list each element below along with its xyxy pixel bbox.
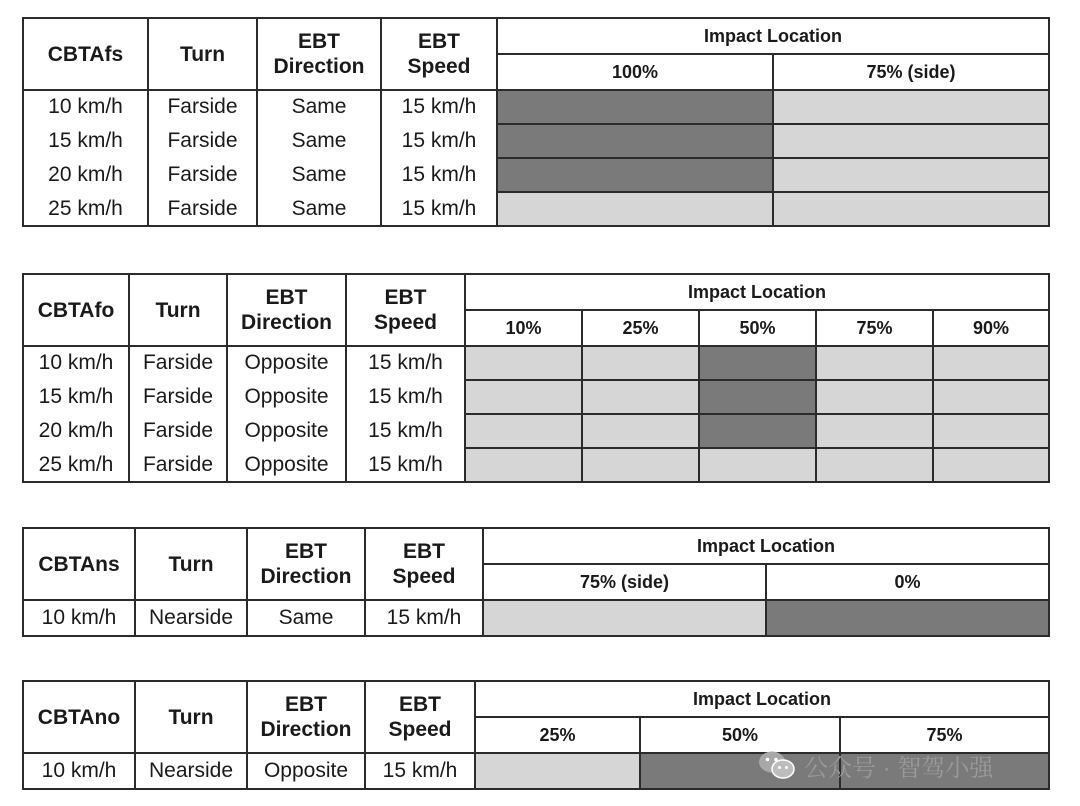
- impact-cell: [465, 448, 582, 482]
- direction-cell: Opposite: [227, 414, 346, 448]
- turn-header: Turn: [135, 528, 247, 600]
- impact-cell: [483, 600, 766, 636]
- ebt-direction-header: EBT Direction: [227, 274, 346, 346]
- impact-cell: [933, 414, 1049, 448]
- turn-cell: Nearside: [135, 600, 247, 636]
- speed-cell: 15 km/h: [23, 380, 129, 414]
- speed-cell: 20 km/h: [23, 158, 148, 192]
- direction-cell: Same: [257, 192, 381, 226]
- turn-cell: Farside: [129, 346, 227, 380]
- location-header: 50%: [699, 310, 816, 346]
- turn-cell: Farside: [148, 124, 257, 158]
- watermark-text: 公众号 · 智驾小强: [804, 754, 994, 782]
- turn-cell: Farside: [129, 414, 227, 448]
- impact-cell: [766, 600, 1049, 636]
- impact-cell: [773, 192, 1049, 226]
- ebt-speed-cell: 15 km/h: [365, 600, 483, 636]
- impact-cell: [465, 414, 582, 448]
- direction-cell: Same: [257, 90, 381, 124]
- impact-cell: [773, 124, 1049, 158]
- table-cbtafo: [22, 273, 1050, 483]
- direction-cell: Opposite: [227, 346, 346, 380]
- impact-cell: [816, 380, 933, 414]
- turn-cell: Farside: [148, 90, 257, 124]
- location-header: 75% (side): [773, 54, 1049, 90]
- location-header: 25%: [582, 310, 699, 346]
- location-header: 90%: [933, 310, 1049, 346]
- impact-cell: [497, 158, 773, 192]
- impact-cell: [465, 346, 582, 380]
- test-name-header: CBTAno: [23, 681, 135, 753]
- speed-cell: 10 km/h: [23, 90, 148, 124]
- location-header: 50%: [640, 717, 840, 753]
- impact-cell: [773, 158, 1049, 192]
- ebt-speed-header: EBT Speed: [365, 528, 483, 600]
- ebt-speed-header: EBT Speed: [346, 274, 465, 346]
- impact-cell: [465, 380, 582, 414]
- speed-cell: 10 km/h: [23, 753, 135, 789]
- impact-cell: [475, 753, 640, 789]
- impact-cell: [497, 90, 773, 124]
- turn-header: Turn: [129, 274, 227, 346]
- speed-cell: 25 km/h: [23, 448, 129, 482]
- ebt-speed-header: EBT Speed: [365, 681, 475, 753]
- impact-cell: [933, 346, 1049, 380]
- location-header: 75%: [816, 310, 933, 346]
- table-cbtans: [22, 527, 1050, 637]
- impact-location-header: Impact Location: [497, 18, 1049, 54]
- ebt-direction-header: EBT Direction: [257, 18, 381, 90]
- impact-cell: [816, 448, 933, 482]
- impact-cell: [699, 414, 816, 448]
- ebt-speed-cell: 15 km/h: [346, 346, 465, 380]
- turn-header: Turn: [135, 681, 247, 753]
- speed-cell: 20 km/h: [23, 414, 129, 448]
- direction-cell: Same: [257, 124, 381, 158]
- ebt-speed-cell: 15 km/h: [365, 753, 475, 789]
- impact-cell: [582, 448, 699, 482]
- impact-cell: [773, 90, 1049, 124]
- wechat-icon: [758, 750, 796, 780]
- direction-cell: Opposite: [247, 753, 365, 789]
- location-header: 75% (side): [483, 564, 766, 600]
- test-name-header: CBTAns: [23, 528, 135, 600]
- impact-cell: [699, 448, 816, 482]
- impact-cell: [582, 414, 699, 448]
- ebt-speed-cell: 15 km/h: [346, 414, 465, 448]
- direction-cell: Same: [247, 600, 365, 636]
- location-header: 10%: [465, 310, 582, 346]
- impact-cell: [699, 346, 816, 380]
- location-header: 25%: [475, 717, 640, 753]
- ebt-speed-header: EBT Speed: [381, 18, 497, 90]
- ebt-speed-cell: 15 km/h: [346, 448, 465, 482]
- test-name-header: CBTAfs: [23, 18, 148, 90]
- impact-location-header: Impact Location: [483, 528, 1049, 564]
- location-header: 75%: [840, 717, 1049, 753]
- impact-location-header: Impact Location: [465, 274, 1049, 310]
- table-cbtafs: [22, 17, 1050, 227]
- speed-cell: 10 km/h: [23, 600, 135, 636]
- speed-cell: 25 km/h: [23, 192, 148, 226]
- location-header: 0%: [766, 564, 1049, 600]
- ebt-speed-cell: 15 km/h: [381, 124, 497, 158]
- watermark: [758, 748, 993, 782]
- impact-cell: [497, 124, 773, 158]
- turn-cell: Nearside: [135, 753, 247, 789]
- turn-cell: Farside: [148, 192, 257, 226]
- impact-cell: [933, 448, 1049, 482]
- ebt-direction-header: EBT Direction: [247, 528, 365, 600]
- impact-cell: [582, 346, 699, 380]
- turn-header: Turn: [148, 18, 257, 90]
- impact-cell: [582, 380, 699, 414]
- impact-cell: [933, 380, 1049, 414]
- turn-cell: Farside: [148, 158, 257, 192]
- impact-cell: [816, 346, 933, 380]
- direction-cell: Same: [257, 158, 381, 192]
- speed-cell: 15 km/h: [23, 124, 148, 158]
- turn-cell: Farside: [129, 380, 227, 414]
- impact-cell: [497, 192, 773, 226]
- impact-cell: [816, 414, 933, 448]
- ebt-speed-cell: 15 km/h: [381, 90, 497, 124]
- direction-cell: Opposite: [227, 380, 346, 414]
- ebt-speed-cell: 15 km/h: [381, 192, 497, 226]
- location-header: 100%: [497, 54, 773, 90]
- impact-location-header: Impact Location: [475, 681, 1049, 717]
- ebt-speed-cell: 15 km/h: [381, 158, 497, 192]
- ebt-direction-header: EBT Direction: [247, 681, 365, 753]
- test-name-header: CBTAfo: [23, 274, 129, 346]
- speed-cell: 10 km/h: [23, 346, 129, 380]
- impact-cell: [699, 380, 816, 414]
- turn-cell: Farside: [129, 448, 227, 482]
- ebt-speed-cell: 15 km/h: [346, 380, 465, 414]
- direction-cell: Opposite: [227, 448, 346, 482]
